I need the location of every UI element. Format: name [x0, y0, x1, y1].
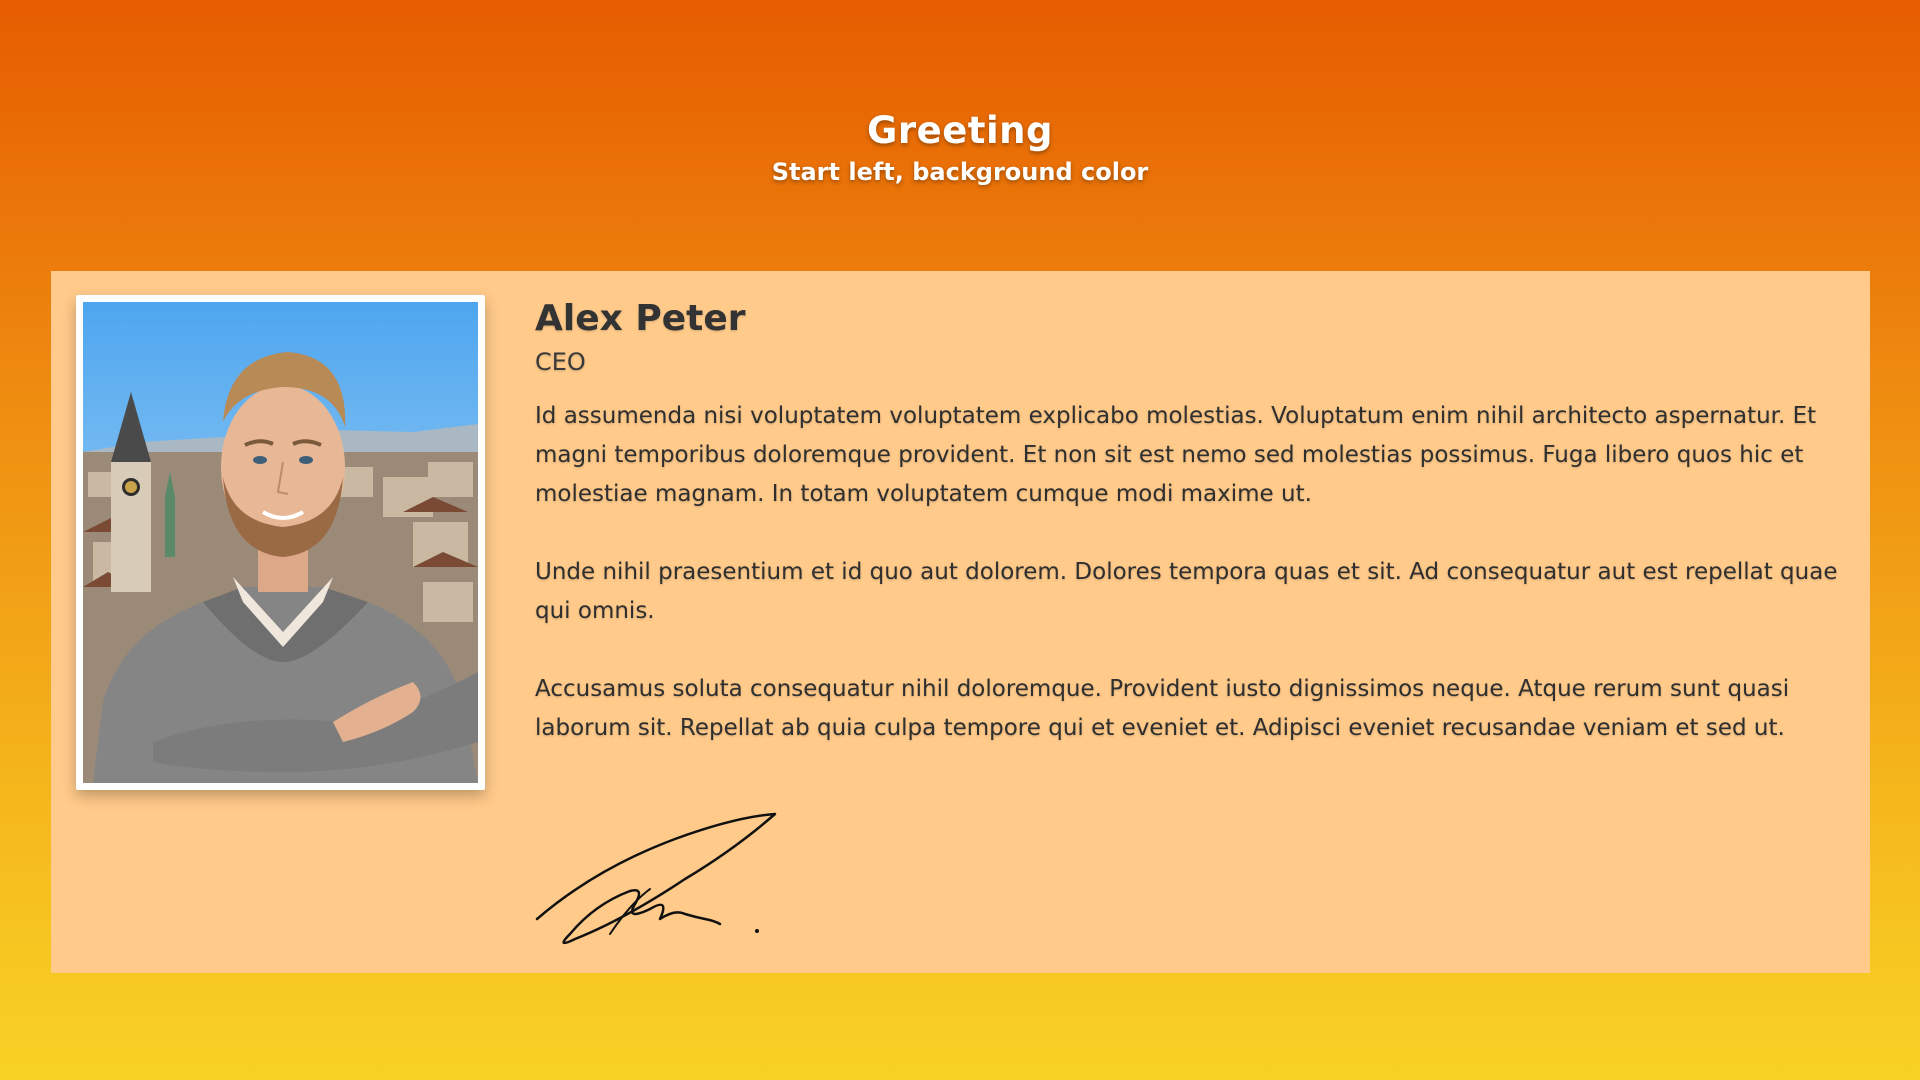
page-title: Greeting: [866, 109, 1053, 152]
greeting-card: [51, 271, 1870, 973]
bio-paragraph-1: Id assumenda nisi voluptatem voluptatem explicabo molestias. Voluptatum enim nihil architecto aspernatur. Et magni temporibus doloremque provident. Et non sit est nemo sed molestias possimus. Fuga libero quos hic et molestiae magnam. In totam voluptatem cumque modi maxime ut.: [535, 403, 1817, 507]
page-subtitle: Start left, background color: [771, 158, 1149, 186]
profile-content: [535, 295, 1845, 787]
bio-paragraph-3: Accusamus soluta consequatur nihil doloremque. Provident iusto dignissimos neque. Atque rerum sunt quasi laborum sit. Repellat ab quia culpa tempore qui et eveniet et. Adipisci eveniet recusandae veniam et sed ut.: [535, 676, 1790, 741]
portrait-photo: [83, 302, 478, 783]
page-header: [0, 108, 1920, 190]
photo-frame: [76, 295, 485, 790]
bio-paragraph-2: Unde nihil praesentium et id quo aut dolorem. Dolores tempora quas et sit. Ad consequatur aut est repellat quae qui omnis.: [535, 559, 1838, 624]
person-name: Alex Peter: [535, 298, 746, 339]
signature-icon: [535, 809, 785, 949]
person-role: CEO: [535, 348, 586, 376]
